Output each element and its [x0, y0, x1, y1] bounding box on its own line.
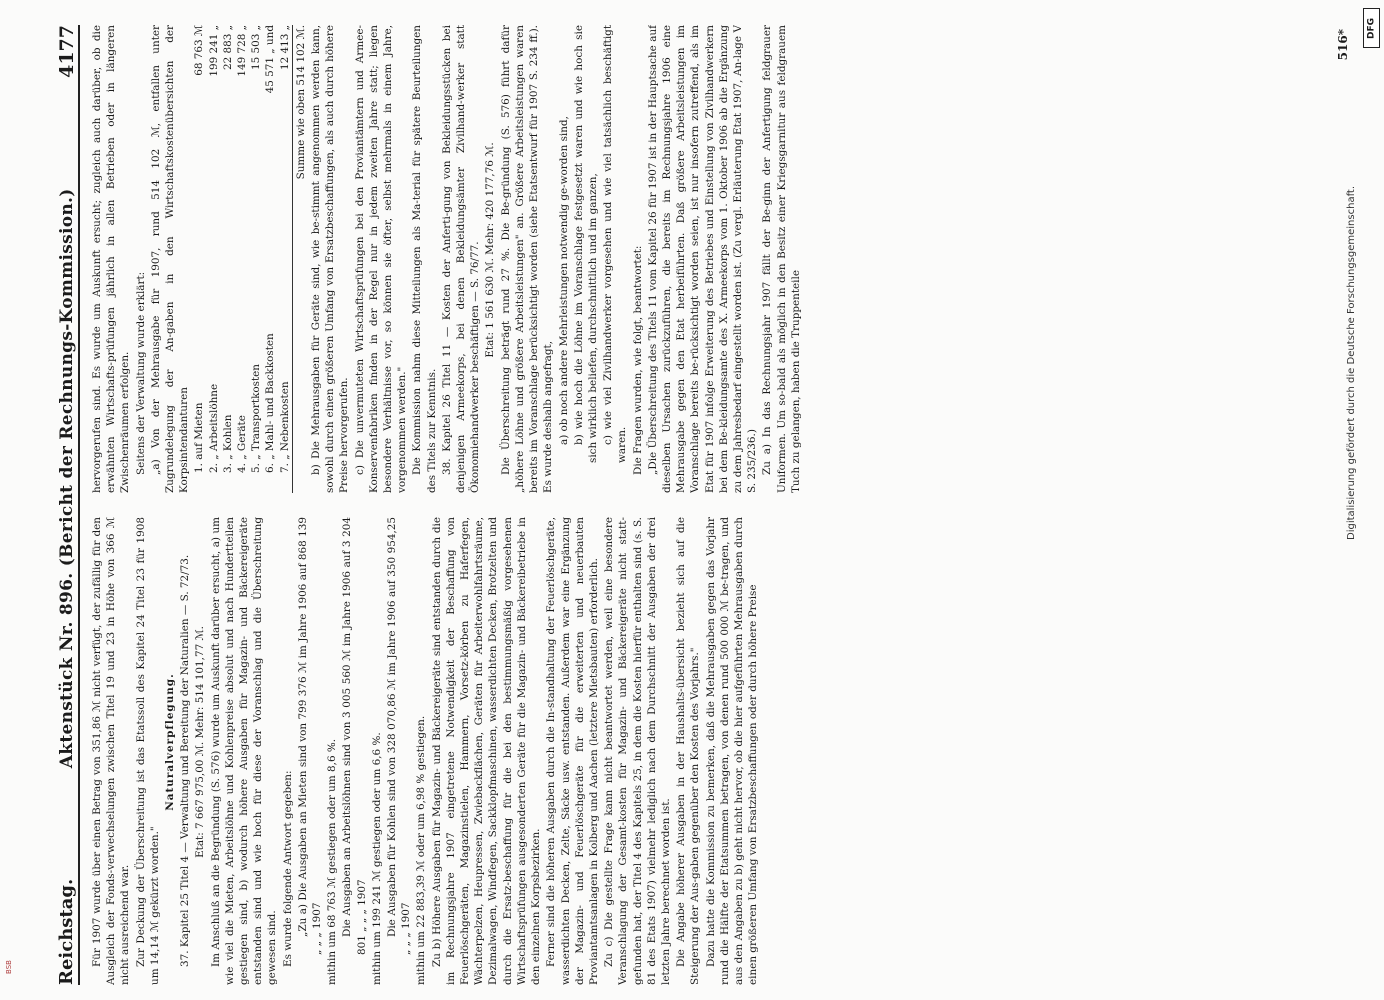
cost-list-item	[192, 25, 206, 493]
paragraph: Zu c) Die gestellte Frage kann nicht beantwortet werden, weil eine besondere Veranschlagung der Gesamt-kosten für Magazin- und Bäckereigeräte nicht statt-gefunden hat, der Titel 4 des Kapitels 25, in dem die Kosten hierfür enthalten sind (s. S. 81 des Etats 1907) vielmehr lediglich nach dem Durchschnitt der Ausgaben der drei letzten Jahre berechnet worden ist.	[603, 517, 672, 985]
paragraph: Zu a) In das Rechnungsjahr 1907 fällt der Be-ginn der Anfertigung feldgrauer Uniformen. Um so-bald als möglich in den Besitz einer Kriegsgarnitur aus feldgrauem Tuch zu gelangen, haben die Truppenteile	[761, 25, 802, 493]
answer-line: Die Ausgaben für Kohlen sind von 328 070,86 ℳ im Jahre 1906 auf 350 954,25 „ „ „ 1907	[386, 517, 413, 955]
cost-label: 5. „ Transportkosten	[250, 364, 263, 473]
paragraph: „Die Überschreitung des Titels 11 vom Kapitel 26 für 1907 ist in der Hauptsache auf dieselben Ursachen zurückzuführen, die bereits im Rechnungsjahre 1906 eine Mehrausgabe gegen den Etat herbeiführten. Daß größere Arbeitsleistungen im Voranschlage bereits be-rücksichtigt worden seien, ist nur insofern zutreffend, als im Etat für 1907 infolge Erweiterung des Betriebes und Einstellung von Zivilhandwerkern bei dem Be-kleidungsamte des X. Armeekorps vom 1. Oktober 1906 ab die Ergänzung zu dem Jahresbedarf eingestellt worden ist. (Zu vergl. Erläuterung Etat 1907, An-lage V S. 235/236.)	[646, 25, 759, 493]
cost-amount: 45 571 „ und	[264, 25, 277, 94]
cost-label: 2. „ Arbeitslöhne	[207, 383, 220, 473]
item-heading: 37. Kapitel 25 Titel 4 — Verwaltung und Bereitung der Naturalien — S. 72/73.	[179, 554, 192, 967]
cost-amount: 149 728 „	[236, 25, 249, 77]
paragraph: hervorgerufen sind. Es wurde um Auskunft ersucht; zugleich auch darüber, ob die erwähnten Wirtschafts-prüfungen jährlich in allen Betrieben oder in längeren Zwischenräumen erfolgen.	[91, 25, 132, 493]
cost-label: 6. „ Mahl- und Backkosten	[264, 333, 277, 473]
answer-line: mithin um 22 883,39 ℳ oder um 6,98 % gestiegen.	[415, 715, 428, 985]
answer-line: Die Ausgaben an Arbeitslöhnen sind von 3 005 560 ℳ im Jahre 1906 auf 3 204 801 „ „ „ 1907	[341, 517, 368, 955]
cost-amount: 68 763 ℳ	[193, 25, 206, 76]
paragraph: Zur Deckung der Überschreitung ist das Etatssoll des Kapitel 24 Titel 23 für 1908 um 14,14 ℳ gekürzt worden."	[134, 517, 161, 985]
cost-list-item	[249, 25, 263, 493]
paragraph: Im Anschluß an die Begründung (S. 576) wurde um Auskunft darüber ersucht, a) um wie viel die Mieten, Arbeitslöhne und Kohlenpreise absolut und nach Hundertteilen gestiegen sind, b) wodurch höhere Ausgaben für Magazin- und Bäckereigeräte entstanden sind und wie hoch für diese der Voranschlag und die Überschreitung gewesen sind.	[209, 517, 279, 985]
page-header	[50, 25, 80, 985]
paragraph: Die Überschreitung beträgt rund 27 %. Die Be-gründung (S. 576) führt dafür „höhere Löhne und größere Arbeitsleistungen" an. Größere Arbeitsleistungen waren bereits im Voranschlage berücksichtigt worden (siehe Etatsentwurf für 1907 S. 234 ff.). Es wurde deshalb angefragt,	[499, 25, 555, 493]
paragraph: Die Fragen wurden, wie folgt, beantwortet:	[631, 245, 644, 475]
paragraph: Für 1907 wurde über einen Betrag von 351,86 ℳ nicht verfügt, der zufällig für den Ausgleich der Fonds-verwechselungen zwischen Titel 19 und 23 in Höhe von 366 ℳ nicht ausreichend war.	[91, 517, 132, 985]
etat-line: Etat: 7 667 975,00 ℳ. Mehr: 514 101,77 ℳ.	[194, 626, 207, 858]
cost-list-item	[235, 25, 249, 493]
right-column	[90, 25, 1330, 493]
question-c: c) wie viel Zivilhandwerker vorgesehen und wie viel tatsächlich beschäftigt waren.	[602, 25, 629, 463]
question-a: a) ob noch andere Mehrleistungen notwendig ge-worden sind,	[557, 116, 570, 445]
cost-amount: 12 413 „	[278, 25, 291, 71]
cost-label: 7. „ Nebenkosten	[278, 381, 291, 473]
paragraph: Die Kommission nahm diese Mitteilungen als Ma-terial für spätere Beurteilungen des Titels zur Kenntnis.	[411, 25, 438, 493]
cost-label: 1. auf Mieten	[193, 402, 206, 473]
document-page	[50, 25, 1350, 985]
cost-amount: 22 883 „	[221, 25, 234, 71]
etat-line: Etat: 1 561 630 ℳ. Mehr: 420 177,76 ℳ.	[484, 142, 497, 358]
header-title: Aktenstück Nr. 896. (Bericht der Rechnungs-Kommission.)	[56, 188, 77, 769]
paragraph: Ferner sind die höheren Ausgaben durch die In-standhaltung der Feuerlöschgeräte, wasserdichten Decken, Zelte, Säcke usw. entstanden. Außerdem war eine Ergänzung der Magazin- und Feuerlöschgeräte für die erweiterten und neuerbauten Proviantamtsanlagen in Kolberg und Aachen (letztere Mietsbauten) erforderlich.	[545, 517, 600, 985]
sum-line: Summe wie oben 514 102 ℳ.	[292, 25, 308, 493]
signature-mark: 516*	[1335, 29, 1350, 61]
header-left: Reichstag.	[55, 878, 77, 985]
cost-label: 3. „ Kohlen	[221, 414, 234, 473]
answer-line: „Zu a) Die Ausgaben an Mieten sind von 799 376 ℳ im Jahre 1906 auf 868 139 „ „ „ 1907	[296, 517, 324, 955]
paragraph: Die Angabe höherer Ausgaben in der Haushalts-übersicht bezieht sich auf die Steigerung der Aus-gaben gegenüber den Kosten des Vorjahrs."	[675, 517, 702, 985]
dfg-logo: DFG	[1363, 8, 1380, 48]
cost-list	[192, 25, 291, 493]
question-b: b) wie hoch die Löhne im Voranschlage festgesetzt waren und wie hoch sie sich wirklich beliefen, durchschnittlich und im ganzen,	[572, 25, 599, 463]
cost-amount: 199 241 „	[207, 25, 220, 77]
page-number: 4177	[55, 25, 78, 78]
item-heading: 38. Kapitel 26 Titel 11 — Kosten der Anferti-gung von Bekleidungsstücken bei denjenigen Armeekorps, bei denen Bekleidungsämter Zivilhand-werker statt Ökonomiehandwerker beschäftigen — S. 76/77.	[440, 25, 482, 493]
section-heading: Naturalverpflegung.	[164, 673, 177, 811]
left-column	[90, 517, 1330, 985]
paragraph: Zu b) Höhere Ausgaben für Magazin- und Bäckereigeräte sind entstanden durch die im Rechnungsjahre 1907 eingetretene Notwendigkeit der Beschaffung von Feuerlöschgeräten, Magazinstielen, Hammern, Vorsetz-körben zu Haferfegen, Wächterpelzen, Heupressen, Zwiebackflächen, Geräten für Arbeiterwohlfahrtsräume, Dezimalwagen, Windfegen, Sackklopfmaschinen, wasserdichten Decken, Brotzelten und durch die Ersatz-beschaffung für die bei den bestimmungsmäßig vorgesehenen Wirtschaftsprüfungen ausgesonderten Geräte für die Magazin- und Bäckereibetriebe in den einzelnen Korpsbezirken.	[430, 517, 543, 985]
library-stamp: BSB	[5, 960, 13, 974]
digitization-note: Digitalisierung gefördert durch die Deutsche Forschungsgemeinschaft.	[1346, 185, 1357, 541]
paragraph: b) Die Mehrausgaben für Geräte sind, wie be-stimmt angenommen werden kann, sowohl durch einen größeren Umfang von Ersatzbeschaffungen, als auch durch höhere Preise hervorgerufen.	[310, 25, 351, 493]
cost-amount: 15 503 „	[250, 25, 263, 71]
answer-line: mithin um 68 763 ℳ gestiegen oder um 8,6 %.	[326, 738, 339, 985]
cost-label: 4. „ Geräte	[236, 415, 249, 473]
answer-line: mithin um 199 241 ℳ gestiegen oder um 6,6 %.	[370, 732, 383, 985]
paragraph: Es wurde folgende Antwort gegeben:	[281, 770, 294, 967]
paragraph: Seitens der Verwaltung wurde erklärt:	[134, 271, 147, 475]
cost-list-item	[221, 25, 235, 493]
paragraph: Dazu hatte die Kommission zu bemerken, daß die Mehrausgaben gegen das Vorjahr rund die Hälfte der Etatsummen betragen, von denen rund 500 000 ℳ be-tragen, und aus den Angaben zu b) geht nicht hervor, ob die hier aufgeführten Mehrausgaben durch einen größeren Umfang von Ersatzbeschaffungen oder durch höhere Preise	[704, 517, 760, 985]
paragraph: c) Die unvermuteten Wirtschaftsprüfungen bei den Proviantämtern und Armee-Konservenfabriken finden in der Regel nur in jedem zweiten Jahre statt; liegen besondere Verhältnisse vor, so können sie öfter, selbst mehrmals in einem Jahre, vorgenommen werden."	[353, 25, 409, 493]
cost-list-item	[263, 25, 277, 493]
paragraph: „a) Von der Mehrausgabe für 1907, rund 514 102 ℳ, entfallen unter Zugrundelegung der An-gaben in den Wirtschaftskostenübersichten der Korpsintendanturen	[149, 25, 191, 493]
cost-list-item	[207, 25, 221, 493]
cost-list-item	[278, 25, 292, 493]
